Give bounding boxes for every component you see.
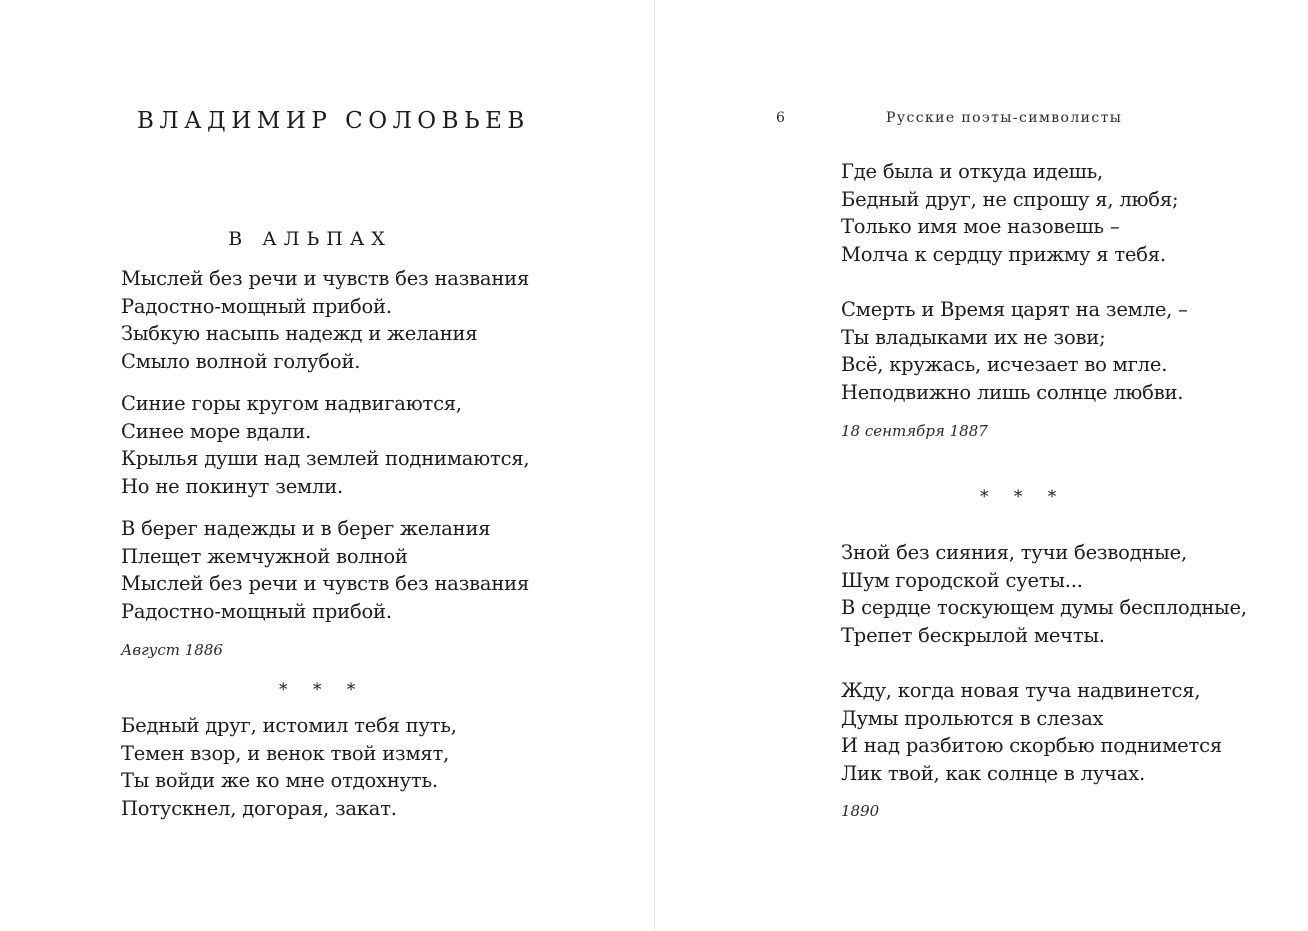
verse-line: Ты владыками их не зови; — [841, 325, 1106, 349]
stanza-3 — [121, 515, 529, 625]
verse-line: Синие горы кругом надвигаются, — [121, 392, 462, 415]
verse-line: Молча к сердцу прижму я тебя. — [841, 242, 1166, 266]
section-separator: * * * — [279, 680, 366, 700]
verse-line: В берег надежды и в берег желания — [121, 517, 491, 540]
verse-line: Смыло волной голубой. — [121, 349, 361, 373]
verse-line: Темен взор, и венок твой измят, — [121, 741, 450, 765]
verse-line: И над разбитою скорбью поднимется — [841, 734, 1222, 757]
verse-line: Крылья души над землей поднимаются, — [121, 447, 530, 470]
verse-line: Мыслей без речи и чувств без названия — [121, 267, 530, 290]
verse-line: Плещет жемчужной волной — [121, 544, 408, 568]
stanza-7 — [841, 539, 1247, 649]
verse-line: Бедный друг, истомил тебя путь, — [121, 714, 457, 737]
stanza-5 — [841, 158, 1178, 268]
verse-line: Где была и откуда идешь, — [841, 160, 1104, 183]
verse-line: Неподвижно лишь солнце любви. — [841, 380, 1184, 404]
section-separator: * * * — [980, 487, 1067, 507]
stanza-1 — [121, 265, 529, 375]
verse-line: Ты войди же ко мне отдохнуть. — [121, 769, 438, 792]
verse-line: Зной без сияния, тучи безводные, — [841, 541, 1187, 564]
verse-line: Потускнел, догорая, закат. — [121, 796, 397, 820]
verse-line: Смерть и Время царят на земле, – — [841, 298, 1188, 321]
verse-line: Мыслей без речи и чувств без названия — [121, 572, 530, 595]
poem-title: В АЛЬПАХ — [228, 228, 392, 250]
verse-line: Всё, кружась, исчезает во мгле. — [841, 353, 1168, 376]
stanza-8 — [841, 677, 1222, 787]
running-head: Русские поэты-символисты — [886, 110, 1123, 126]
stanza-4 — [121, 712, 457, 822]
verse-line: Радостно-мощный прибой. — [121, 294, 392, 318]
verse-line: Жду, когда новая туча надвинется, — [841, 679, 1201, 702]
verse-line: Думы прольются в слезах — [841, 706, 1104, 730]
stanza-6 — [841, 296, 1188, 406]
poem-date: 1890 — [841, 802, 880, 820]
page-number: 6 — [776, 110, 787, 126]
verse-line: Лик твой, как солнце в лучах. — [841, 761, 1146, 785]
verse-line: Трепет бескрылой мечты. — [841, 623, 1105, 647]
verse-line: Зыбкую насыпь надежд и желания — [121, 322, 478, 345]
right-page — [655, 0, 1308, 931]
verse-line: Синее море вдали. — [121, 419, 312, 443]
verse-line: Радостно-мощный прибой. — [121, 599, 392, 623]
verse-line: Бедный друг, не спрошу я, любя; — [841, 187, 1179, 211]
author-name: ВЛАДИМИР СОЛОВЬЕВ — [137, 108, 530, 134]
stanza-2 — [121, 390, 529, 500]
poem-date: Август 1886 — [121, 641, 223, 659]
verse-line: Только имя мое назовешь – — [841, 215, 1120, 238]
verse-line: Шум городской суеты... — [841, 568, 1083, 592]
verse-line: В сердце тоскующем думы бесплодные, — [841, 596, 1247, 619]
verse-line: Но не покинут земли. — [121, 474, 343, 498]
poem-date: 18 сентября 1887 — [841, 422, 988, 440]
